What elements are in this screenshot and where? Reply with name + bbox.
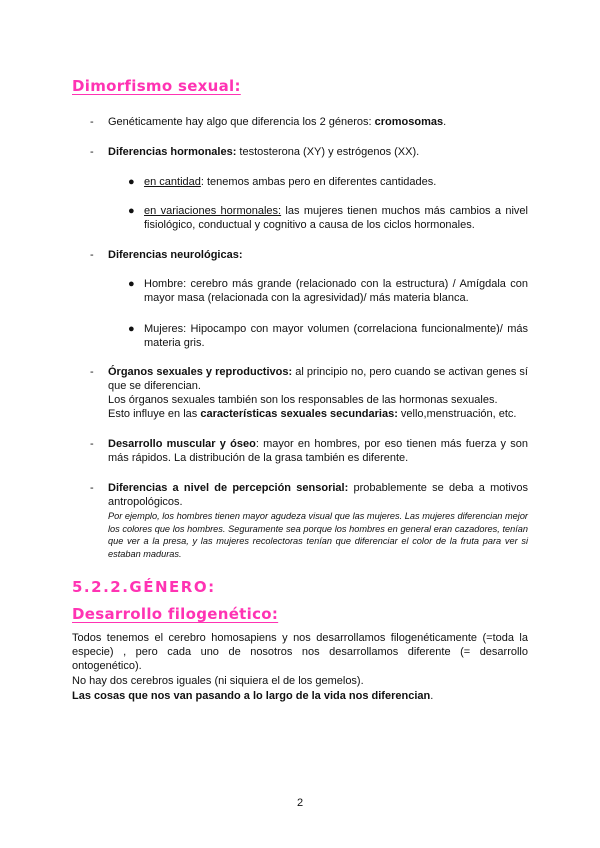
- filogenetico-paragraph: Todos tenemos el cerebro homosapiens y nos desarrollamos filogenéticamente (=toda la especie) , pero cada uno de nosotros nos desarrollamos diferente (= desarrollo ontogenético).: [72, 632, 528, 672]
- page-number: 2: [296, 797, 304, 809]
- heading-desarrollo-filogenetico: Desarrollo filogenético:: [72, 605, 279, 623]
- sub-item-cantidad: [144, 175, 528, 189]
- item-text: Esto influye en las: [108, 408, 201, 420]
- item-bold: características sexuales secundarias:: [200, 408, 398, 420]
- section-genero-title: 5.2.2.GÉNERO:: [72, 578, 216, 596]
- heading-dimorfismo-sexual: Dimorfismo sexual:: [72, 77, 241, 95]
- item-text: vello,menstruación, etc.: [397, 408, 517, 420]
- list-item-muscular: [108, 437, 528, 465]
- item-underline: en cantidad: [144, 176, 201, 188]
- sub-item-variaciones: [144, 204, 528, 232]
- item-text: : tenemos ambas pero en diferentes cantidades.: [200, 176, 437, 188]
- item-end: .: [443, 116, 447, 128]
- list-dash: -: [90, 482, 94, 494]
- list-item-organos: [108, 365, 528, 393]
- item-text: las mujeres tienen muchos más cambios a nivel fisiológico, conductual y cognitivo a causa de los ciclos hormonales.: [144, 205, 528, 231]
- item-bold: Diferencias a nivel de percepción sensorial:: [108, 482, 349, 494]
- bullet-icon: ●: [128, 323, 135, 335]
- list-item-neuro: [108, 248, 528, 262]
- bullet-icon: ●: [128, 176, 135, 188]
- list-item-percepcion: [108, 481, 528, 509]
- percepcion-example: Por ejemplo, los hombres tienen mayor agudeza visual que las mujeres. Las mujeres diferencian mejor los colores que los hombres. Seguramente sea porque los hombres en general eran cazadores, tenían que ver a la presa, y las mujeres recolectoras tenían que diferenciar el color de la fruta para ver si estaban maduras.: [108, 511, 528, 559]
- list-dash: -: [90, 249, 94, 261]
- list-dash: -: [90, 146, 94, 158]
- list-dash: -: [90, 438, 94, 450]
- item-text: probablemente se deba a motivos antropológicos.: [108, 482, 528, 508]
- sub-item-hombre: Hombre: cerebro más grande (relacionado con la estructura) / Amígdala con mayor masa (relacionada con la agresividad)/ más materia blanca.: [144, 278, 528, 304]
- item-underline: en variaciones hormonales:: [144, 205, 282, 217]
- item-text: : mayor en hombres, por eso tienen más fuerza y son más rápidos. La distribución de la grasa también es diferente.: [108, 438, 529, 464]
- list-item-hormonal: [108, 145, 528, 159]
- item-bold: cromosomas: [374, 116, 444, 128]
- item-bold: Desarrollo muscular y óseo: [108, 438, 256, 450]
- item-bold: Las cosas que nos van pasando a lo largo de la vida nos diferencian: [72, 690, 431, 702]
- list-dash: -: [90, 116, 94, 128]
- item-text: al principio no, pero cuando se activan genes sí que se diferencian.: [108, 366, 528, 392]
- item-text: testosterona (XY) y estrógenos (XX).: [236, 146, 420, 158]
- organos-line2: Los órganos sexuales también son los responsables de las hormonas sexuales.: [108, 394, 498, 406]
- item-bold: Órganos sexuales y reproductivos:: [108, 366, 293, 378]
- list-dash: -: [90, 366, 94, 378]
- item-end: .: [430, 690, 434, 702]
- list-item-genetic: [108, 115, 528, 129]
- item-bold: Diferencias hormonales:: [108, 146, 237, 158]
- bullet-icon: ●: [128, 278, 135, 290]
- organos-line3: [108, 407, 528, 421]
- sub-item-mujeres: Mujeres: Hipocampo con mayor volumen (correlaciona funcionalmente)/ más materia gris.: [144, 323, 528, 349]
- item-bold: Diferencias neurológicas:: [108, 249, 243, 261]
- filogenetico-conclusion: [72, 689, 528, 703]
- bullet-icon: ●: [128, 205, 135, 217]
- item-text: Genéticamente hay algo que diferencia los 2 géneros:: [108, 116, 375, 128]
- filogenetico-gemelos: No hay dos cerebros iguales (ni siquiera el de los gemelos).: [72, 675, 364, 687]
